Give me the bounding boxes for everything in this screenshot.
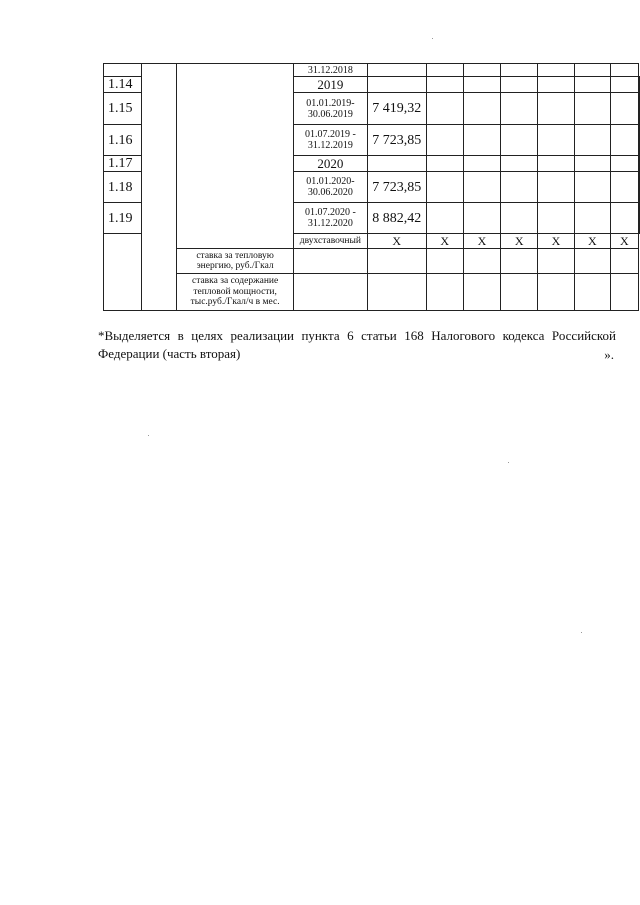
scan-speck [432,38,433,39]
num-cell: 1.18 [104,172,142,203]
capacity-rate-label: ставка за содержание тепловой мощности, тыс.руб./Гкал/ч в мес. [177,274,294,311]
blank-column-cell [141,64,176,311]
energy-rate-label: ставка за тепловую энергию, руб./Гкал [177,249,294,274]
footnote-text: *Выделяется в целях реализации пункта 6 статьи 168 Налогового кодекса Российской Федерации (часть вторая) [98,328,616,361]
tariff-table [103,63,640,311]
table-row [104,249,640,274]
num-cell [104,64,142,77]
scan-speck [508,462,509,463]
scan-speck [148,435,149,436]
period-cell: 01.07.2020 - 31.12.2020 [294,203,368,234]
value-cell: 7 419,32 [367,93,426,125]
period-cell: 01.01.2020- 30.06.2020 [294,172,368,203]
table-row: двухставочный X X X X X X X [104,234,640,249]
period-cell: 01.01.2019- 30.06.2019 [294,93,368,125]
year-cell: 2019 [294,77,368,93]
num-cell: 1.17 [104,156,142,172]
num-cell: 1.15 [104,93,142,125]
value-cell: 7 723,85 [367,172,426,203]
indicator-cell [177,64,294,249]
num-cell: 1.16 [104,125,142,156]
year-cell: 2020 [294,156,368,172]
num-cell: 1.19 [104,203,142,234]
value-cell: 8 882,42 [367,203,426,234]
table-row [104,64,640,77]
table-row [104,274,640,311]
num-cell: 1.14 [104,77,142,93]
value-cell: 7 723,85 [367,125,426,156]
two-rate-label: двухставочный [294,234,368,249]
scan-speck [581,632,582,633]
num-cell [104,234,142,311]
footnote [98,327,616,363]
period-cell: 01.07.2019 - 31.12.2019 [294,125,368,156]
closing-quote: ». [604,347,614,362]
period-cell: 31.12.2018 [294,64,368,77]
